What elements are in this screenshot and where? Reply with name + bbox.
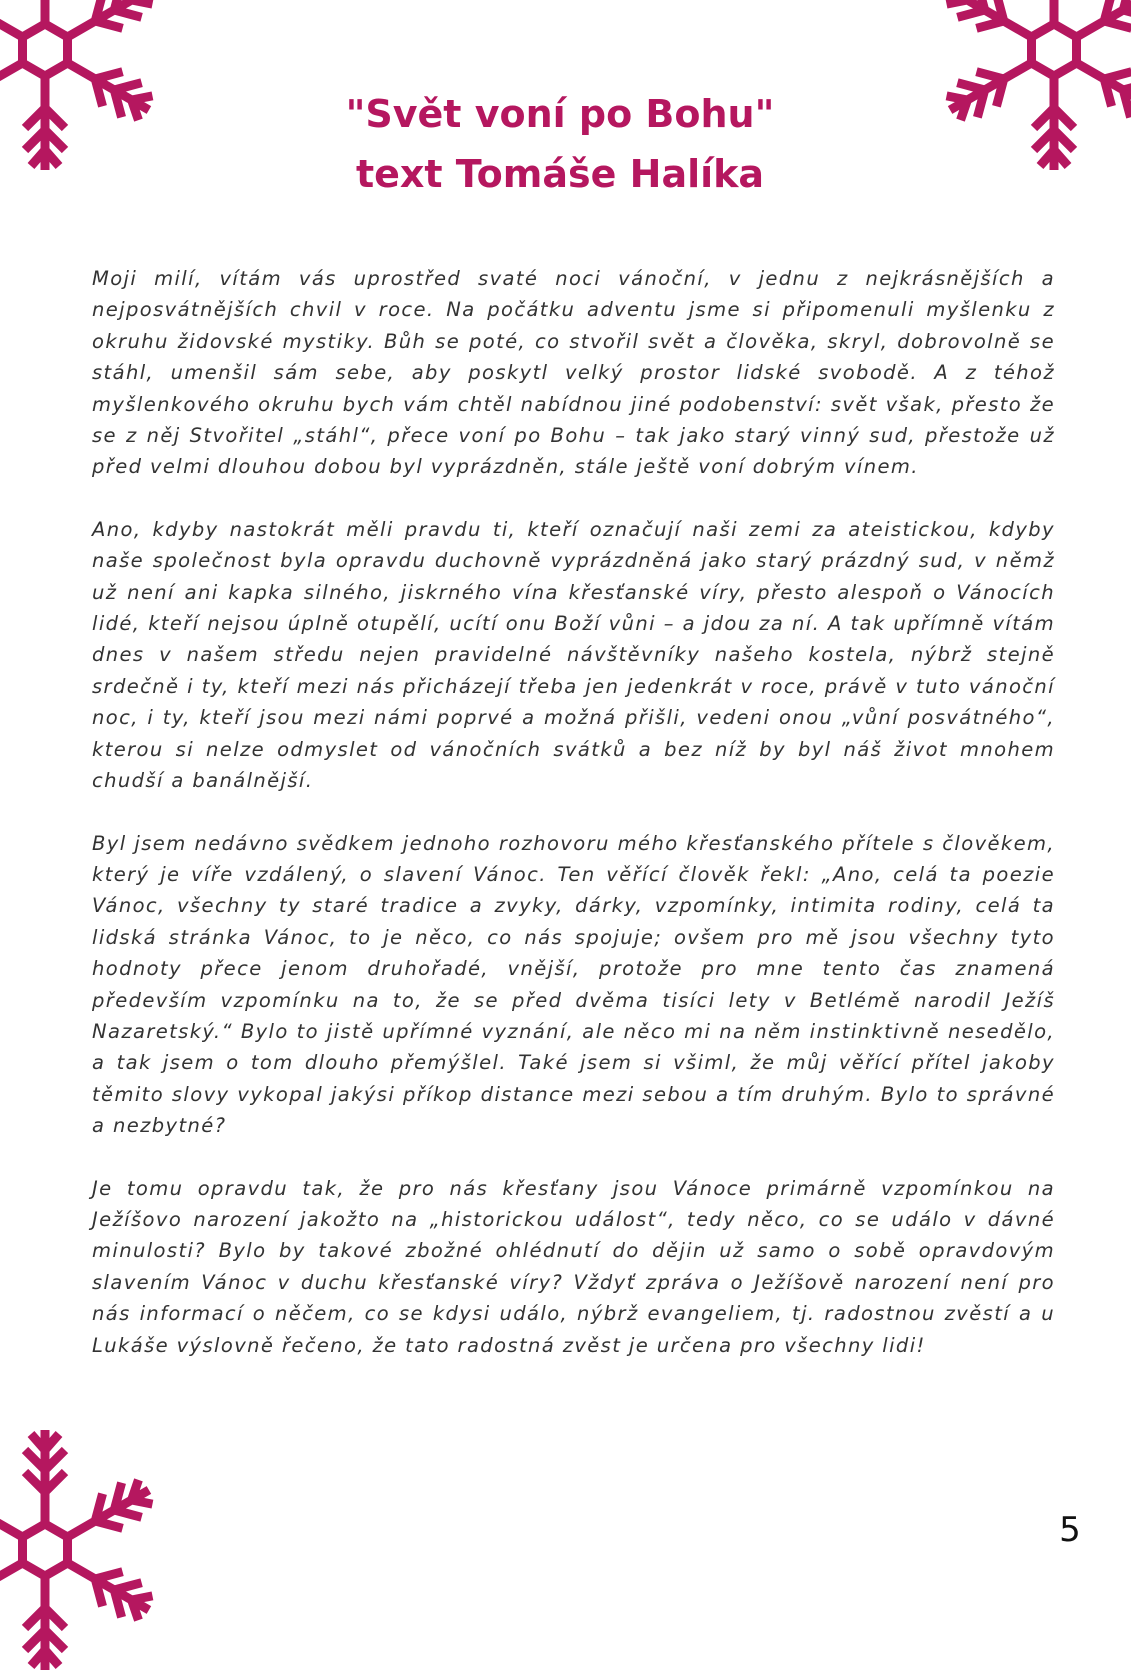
title-line-1: "Svět voní po Bohu" xyxy=(345,92,775,136)
body-text xyxy=(92,263,1055,1392)
snowflake-icon xyxy=(0,1425,170,1675)
paragraph-1: Moji milí, vítám vás uprostřed svaté noci vánoční, v jednu z nejkrásnějších a nejposvátnějších chvil v roce. Na počátku adventu jsme si připomenuli myšlenku z okruhu židovské mystiky. Bůh se poté, co stvořil svět a člověka, skryl, dobrovolně se stáhl, umenšil sám sebe, aby poskytl velký prostor lidské svobodě. A z téhož myšlenkového okruhu bych vám chtěl nabídnou jiné podobenství: svět však, přesto že se z něj Stvořitel „stáhl“, přece voní po Bohu – tak jako starý vinný sud, přestože už před velmi dlouhou dobou byl vyprázdněn, stále ještě voní dobrým vínem. xyxy=(92,267,1055,479)
paragraph-4: Je tomu opravdu tak, že pro nás křesťany jsou Vánoce primárně vzpomínkou na Ježíšovo narození jakožto na „historickou událost“, tedy něco, co se událo v dávné minulosti? Bylo by takové zbožné ohlédnutí do dějin už samo o sobě opravdovým slavením Vánoc v duchu křesťanské víry? Vždyť zpráva o Ježíšově narození není pro nás informací o něčem, co se kdysi událo, nýbrž evangeliem, tj. radostnou zvěstí a u Lukáše výslovně řečeno, že tato radostná zvěst je určena pro všechny lidi! xyxy=(92,1176,1055,1357)
snowflake-icon xyxy=(929,0,1131,175)
title-line-2: text Tomáše Halíka xyxy=(355,152,765,196)
paragraph-3: Byl jsem nedávno svědkem jednoho rozhovoru mého křesťanského přítele s člověkem, který je víře vzdálený, o slavení Vánoc. Ten věřící člověk řekl: „Ano, celá ta poezie Vánoc, všechny ty staré tradice a zvyky, dárky, vzpomínky, intimita rodiny, celá ta lidská stránka Vánoc, to je něco, co nás spojuje; ovšem pro mě jsou všechny tyto hodnoty přece jenom druhořadé, vnější, protože pro mne tento čas znamená především vzpomínku na to, že se před dvěma tisíci lety v Betlémě narodil Ježíš Nazaretský.“ Bylo to jistě upřímné vyznání, ale něco mi na něm instinktivně nesedělo, a tak jsem o tom dlouho přemýšlel. Také jsem si všiml, že můj věřící přítel jakoby těmito slovy vykopal jakýsi příkop distance mezi sebou a tím druhým. Bylo to správné a nezbytné? xyxy=(92,831,1055,1138)
page-number: 5 xyxy=(1059,1510,1081,1550)
paragraph-2: Ano, kdyby nastokrát měli pravdu ti, kteří označují naši zemi za ateistickou, kdyby naše společnost byla opravdu duchovně vyprázdněná jako starý prázdný sud, v němž už není ani kapka silného, jiskrného vína křesťanské víry, přesto alespoň o Vánocích lidé, kteří nejsou úplně otupělí, ucítí onu Boží vůni – a jdou za ní. A tak upřímně vítám dnes v našem středu nejen pravidelné návštěvníky našeho kostela, nýbrž stejně srdečně i ty, kteří mezi nás přicházejí třeba jen jedenkrát v roce, právě v tuto vánoční noc, i ty, kteří jsou mezi námi poprvé a možná přišli, vedeni onou „vůní posvátného“, kterou si nelze odmyslet od vánočních svátků a bez níž by byl náš život mnohem chudší a banálnější. xyxy=(92,517,1055,793)
snowflake-icon xyxy=(0,0,170,175)
page-title xyxy=(180,84,940,204)
